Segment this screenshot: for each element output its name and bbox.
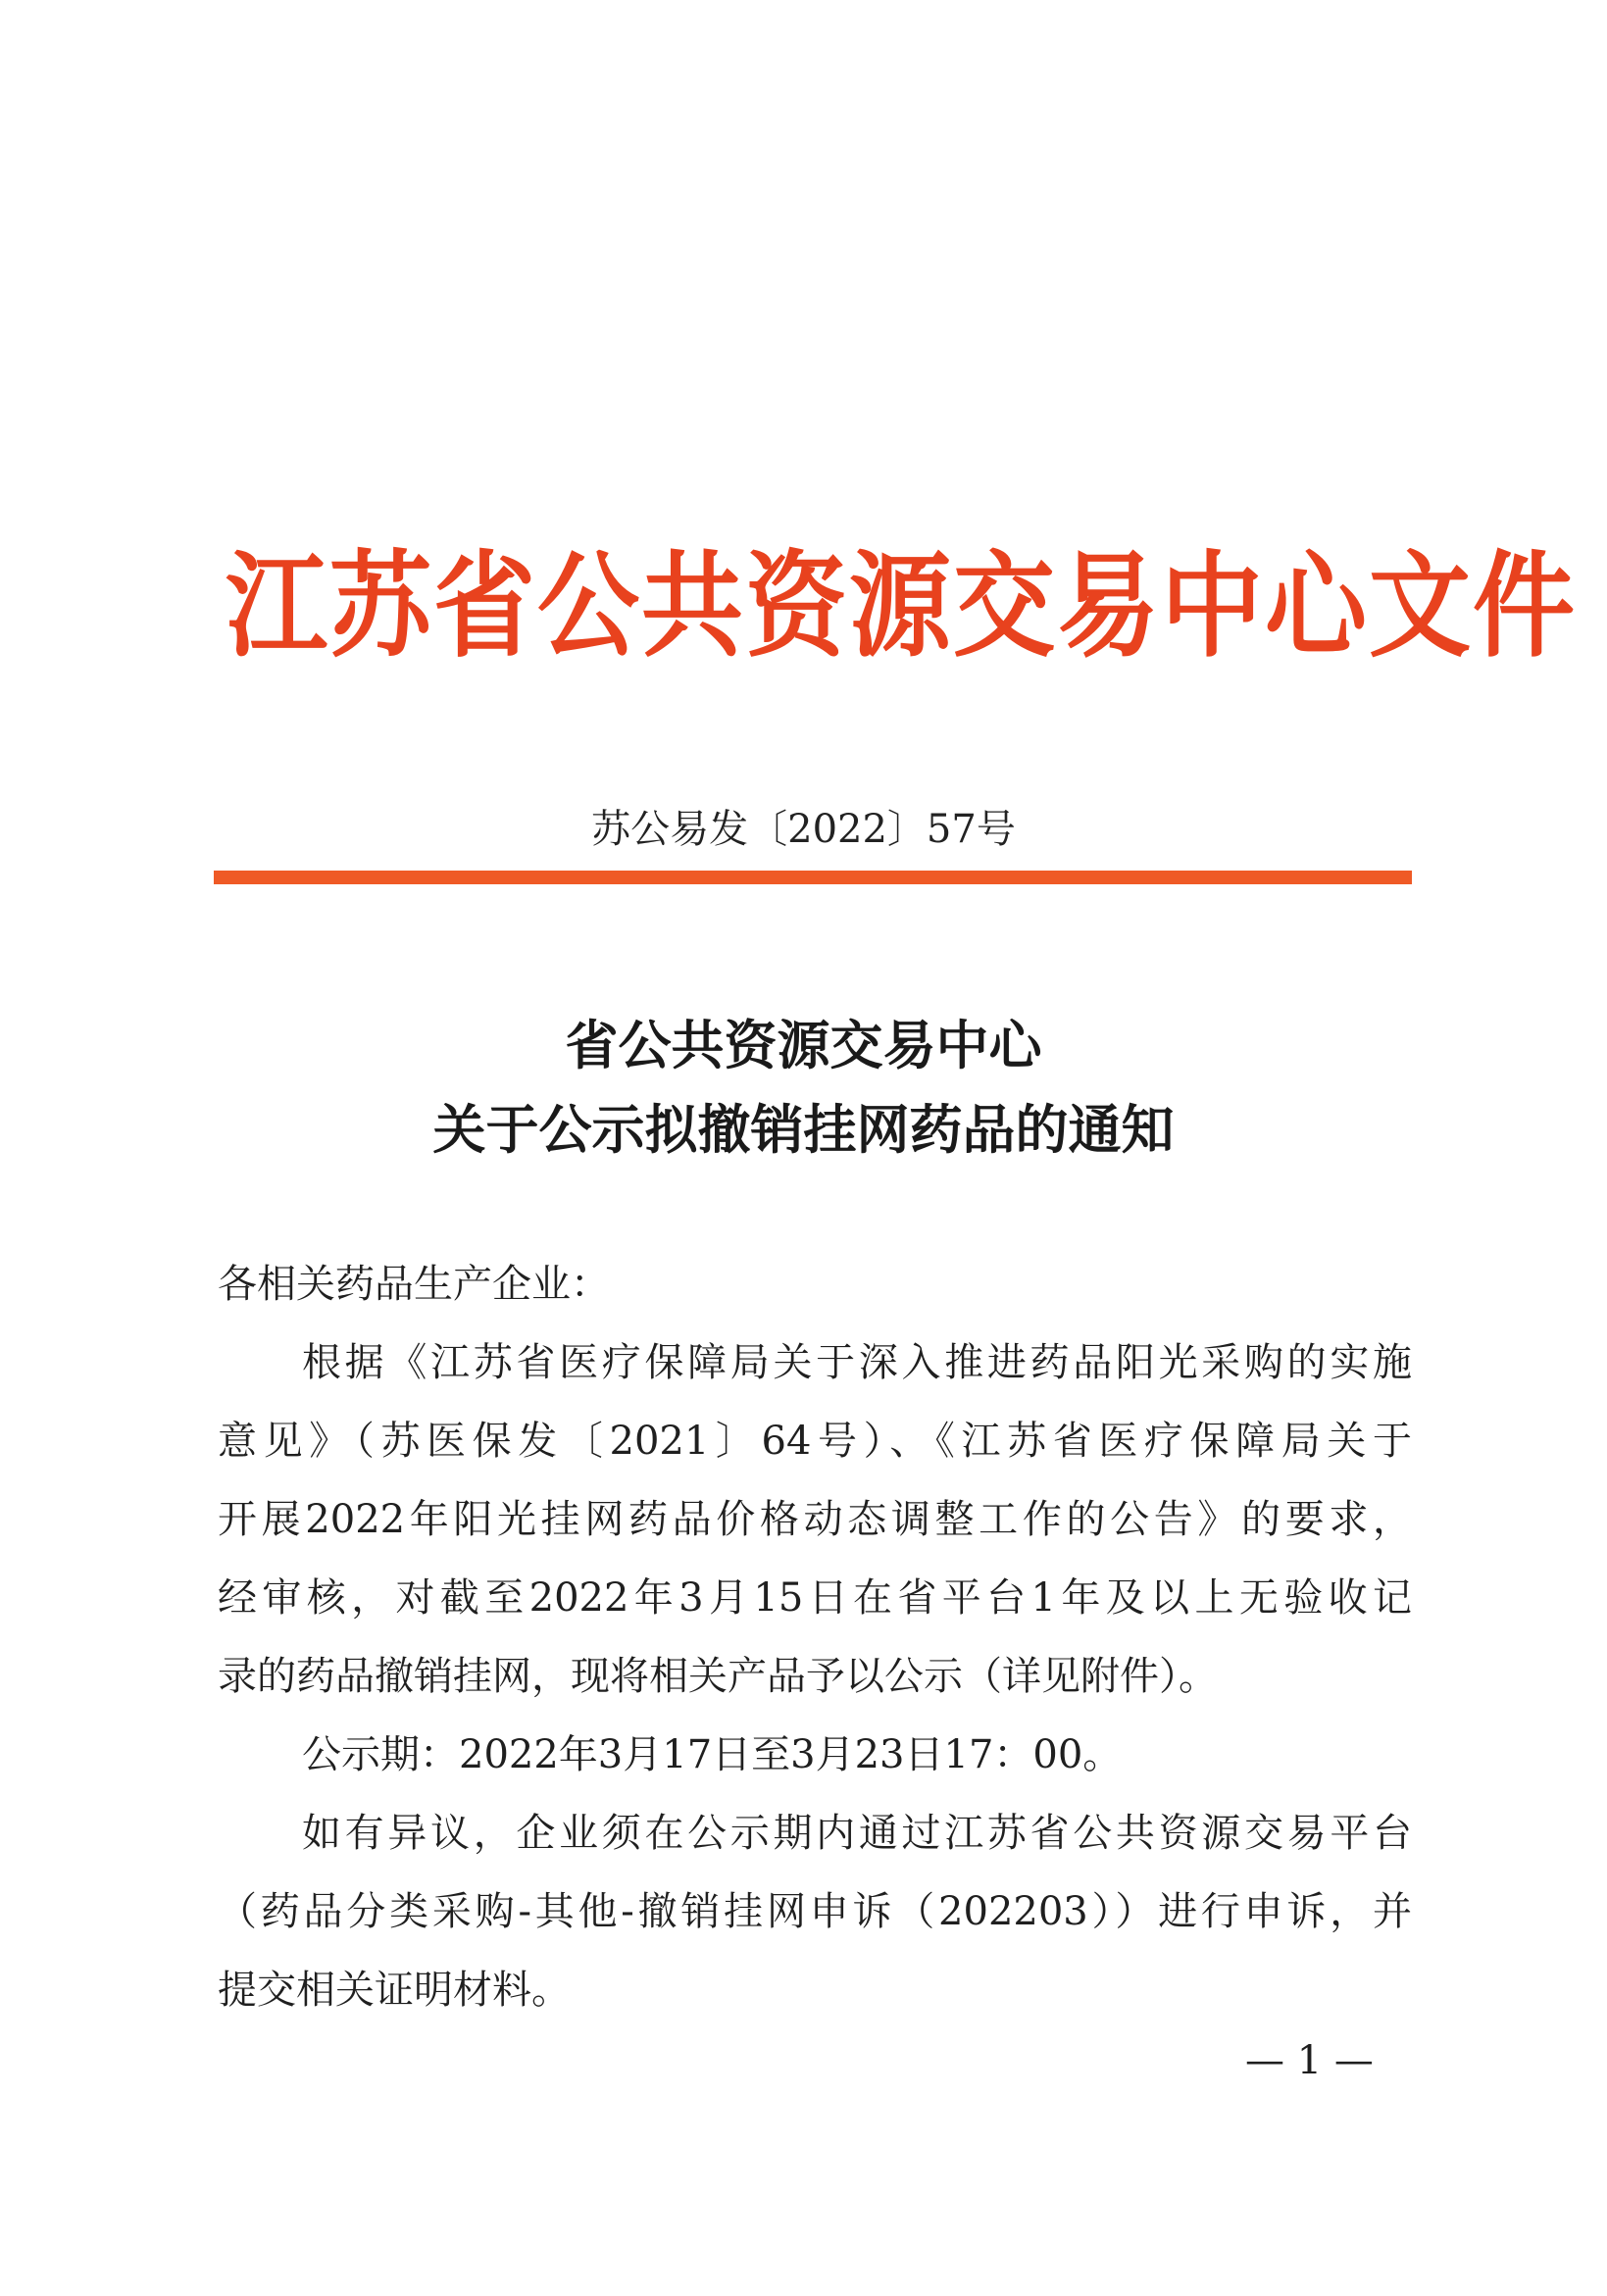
document-number: 苏公易发〔2022〕57号 (591, 807, 1016, 852)
notice-title-line-1: 省公共资源交易中心 (565, 1015, 1042, 1076)
paragraph-line: 根据《江苏省医疗保障局关于深入推进药品阳光采购的实施 (302, 1340, 1412, 1385)
paragraph-line: 如有异议，企业须在公示期内通过江苏省公共资源交易平台 (302, 1811, 1412, 1856)
salutation: 各相关药品生产企业： (218, 1262, 610, 1307)
paragraph-objection (218, 1794, 1412, 2029)
paragraph-line: 经审核，对截至2022年3月15日在省平台1年及以上无验收记 (218, 1575, 1412, 1621)
notice-title-line-2: 关于公示拟撤销挂网药品的通知 (432, 1099, 1175, 1161)
paragraph-basis (218, 1323, 1412, 1716)
issuer-red-header: 江苏省公共资源交易中心文件 (226, 538, 1578, 674)
page-number: — 1 — (1245, 2038, 1374, 2083)
paragraph-line: 开展2022年阳光挂网药品价格动态调整工作的公告》的要求， (218, 1497, 1412, 1542)
red-divider-line (214, 871, 1412, 884)
paragraph-line: 提交相关证明材料。 (218, 1968, 571, 2013)
paragraph-line: 意见》（苏医保发〔2021〕64号）、《江苏省医疗保障局关于 (218, 1419, 1412, 1464)
paragraph-line: 公示期：2022年3月17日至3月23日17：00。 (302, 1732, 1123, 1777)
paragraph-line: 录的药品撤销挂网，现将相关产品予以公示（详见附件）。 (218, 1654, 1218, 1699)
paragraph-line: （药品分类采购-其他-撤销挂网申诉（202203））进行申诉，并 (218, 1889, 1412, 1934)
paragraph-period (218, 1716, 1412, 1794)
